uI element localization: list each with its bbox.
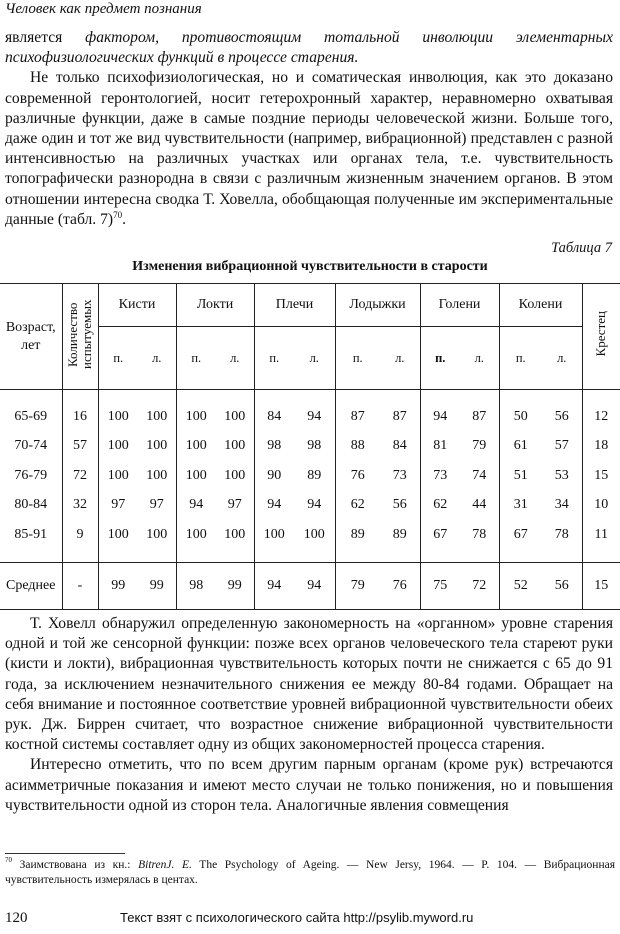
table-cell: 100 — [98, 461, 138, 491]
table-row — [0, 491, 620, 521]
table-cell: 94 — [254, 562, 294, 609]
table-cell: 98 — [176, 562, 216, 609]
table-cell: 51 — [499, 461, 542, 491]
header-shoulders: Плечи — [254, 284, 335, 327]
table-cell: Среднее — [6, 577, 56, 593]
table-cell: 78 — [472, 526, 487, 542]
table-cell: 72 — [472, 577, 487, 593]
table-cell: 62 — [420, 491, 460, 521]
table-cell: 100 — [303, 526, 325, 542]
table-cell: 100 — [224, 526, 246, 542]
footnote-divider — [5, 853, 125, 854]
table-cell: 72 — [62, 461, 98, 491]
table-cell: 99 — [149, 577, 164, 593]
table-cell: 67 — [499, 520, 542, 550]
sub-right: п. — [254, 327, 294, 390]
header-elbows: Локти — [176, 284, 254, 327]
table-cell: 78 — [554, 526, 569, 542]
table-cell: 100 — [224, 408, 246, 424]
header-sacrum: Крестец — [582, 284, 620, 390]
table-cell: 50 — [499, 402, 542, 432]
table-cell — [542, 550, 582, 563]
table-cell: 100 — [176, 432, 216, 462]
sub-left: л. — [474, 350, 484, 365]
table-cell: 9 — [62, 520, 98, 550]
table-cell — [499, 550, 542, 563]
table-cell: 100 — [98, 402, 138, 432]
table-cell: 100 — [176, 520, 216, 550]
table-cell: 89 — [335, 520, 380, 550]
table-cell: 56 — [392, 497, 407, 513]
table-cell: 44 — [472, 497, 487, 513]
body-text — [5, 28, 613, 230]
table-average-row — [0, 562, 620, 609]
table-cell: 87 — [472, 408, 487, 424]
table-cell: 84 — [392, 438, 407, 454]
table-cell — [335, 390, 380, 403]
table-cell — [420, 390, 460, 403]
table-cell: 61 — [499, 432, 542, 462]
table-cell: 100 — [176, 461, 216, 491]
table-cell: 34 — [554, 497, 569, 513]
table-label: Таблица 7 — [551, 240, 612, 256]
table-cell: 73 — [420, 461, 460, 491]
table-cell — [62, 390, 98, 403]
sub-left: л. — [230, 350, 240, 365]
table-cell: 100 — [176, 402, 216, 432]
footnote-ref: 70 — [113, 209, 123, 220]
table-cell — [254, 550, 294, 563]
table-cell: 79 — [472, 438, 487, 454]
table-cell: 73 — [392, 467, 407, 483]
table-cell: 80-84 — [14, 497, 48, 513]
sub-left: л. — [309, 350, 319, 365]
table-cell: 87 — [392, 408, 407, 424]
table-cell — [216, 550, 254, 563]
table-row — [0, 520, 620, 550]
table-cell: 98 — [254, 432, 294, 462]
table-cell: 94 — [307, 497, 322, 513]
table-cell: 67 — [420, 520, 460, 550]
table-cell: 100 — [146, 467, 168, 483]
table-cell — [582, 550, 620, 563]
header-hands: Кисти — [98, 284, 176, 327]
table-cell: 57 — [554, 438, 569, 454]
table-cell: 56 — [554, 577, 569, 593]
table-cell: 94 — [420, 402, 460, 432]
table-cell — [0, 550, 62, 563]
header-shins: Голени — [420, 284, 499, 327]
table-cell: 32 — [62, 491, 98, 521]
table-cell: 84 — [254, 402, 294, 432]
sub-right: п. — [176, 327, 216, 390]
table-cell: 99 — [227, 577, 242, 593]
table-cell: 53 — [554, 467, 569, 483]
sub-right: п. — [499, 327, 542, 390]
table-cell: 57 — [62, 432, 98, 462]
sub-left: л. — [557, 350, 567, 365]
table-cell: 100 — [254, 520, 294, 550]
table-cell: 97 — [149, 497, 164, 513]
table-cell: 10 — [582, 491, 620, 521]
table-cell: 89 — [307, 467, 322, 483]
table-cell: 87 — [335, 402, 380, 432]
table-cell: 90 — [254, 461, 294, 491]
table-cell: 79 — [335, 562, 380, 609]
table-cell: 56 — [554, 408, 569, 424]
table-row — [0, 402, 620, 432]
paragraph-howell: Т. Ховелл обнаружил определенную закономерность на «органном» уровне старения одной и той же сенсорной функции: позже всех органов человеческого тела стареют руки (кисти и локти), вибрационная чувствительность которых почти не снижается с 65 до 91 года, за исключением незначительного снижения ее между 80-84 годами. Обращает на себя внимание и постоянное соответствие уровней вибрационной чувствительности обеих рук. Дж. Биррен считает, что возрастное снижение вибрационной чувствительности костной системы составляет одну из общих закономерностей процесса старения. — [5, 615, 613, 754]
table-cell: 97 — [98, 491, 138, 521]
table-cell — [582, 390, 620, 403]
table-row — [0, 461, 620, 491]
header-ankles: Лодыжки — [335, 284, 420, 327]
table-cell: 100 — [146, 408, 168, 424]
vibration-table — [0, 283, 620, 610]
paragraph-asymmetry: Интересно отметить, что по всем другим парным органам (кроме рук) встречаются асимметричные показания и имеют место случаи не только понижения, но и повышения чувствительности одной из сторон тела. Аналогичные явления совмещения — [5, 756, 613, 814]
table-cell: 81 — [420, 432, 460, 462]
table-cell: 62 — [335, 491, 380, 521]
table-cell — [460, 390, 499, 403]
table-cell: 65-69 — [14, 408, 48, 424]
table-cell: 100 — [146, 526, 168, 542]
sub-right: п. — [335, 327, 380, 390]
table-cell — [380, 550, 420, 563]
table-cell — [176, 550, 216, 563]
table-cell — [460, 550, 499, 563]
table-cell: 100 — [224, 467, 246, 483]
table-cell — [62, 550, 98, 563]
sub-left: л. — [395, 350, 405, 365]
table-cell: 76-79 — [14, 467, 48, 483]
table-cell: 12 — [582, 402, 620, 432]
table-cell: 100 — [224, 438, 246, 454]
table-cell — [294, 550, 335, 563]
table-cell: 98 — [307, 438, 322, 454]
table-cell — [542, 390, 582, 403]
table-cell — [420, 550, 460, 563]
table-cell: 97 — [227, 497, 242, 513]
table-cell: 15 — [582, 461, 620, 491]
table-cell: 94 — [307, 577, 322, 593]
sub-right: п. — [98, 327, 138, 390]
table-cell — [98, 550, 138, 563]
sub-right: п. — [420, 327, 460, 390]
table-cell: 99 — [98, 562, 138, 609]
table-cell: 94 — [176, 491, 216, 521]
table-cell: 89 — [392, 526, 407, 542]
header-knees: Колени — [499, 284, 582, 327]
table-cell: 52 — [499, 562, 542, 609]
table-cell — [176, 390, 216, 403]
header-age: Возраст, лет — [5, 319, 56, 353]
table-cell: 100 — [98, 520, 138, 550]
table-cell — [138, 390, 176, 403]
table-cell — [499, 390, 542, 403]
table-cell — [216, 390, 254, 403]
table-cell: 85-91 — [14, 526, 48, 542]
table-title: Изменения вибрационной чувствительности в старости — [132, 259, 488, 274]
table-cell: 18 — [582, 432, 620, 462]
page-number: 120 — [5, 910, 28, 926]
table-cell: 16 — [62, 402, 98, 432]
table-cell: 94 — [307, 408, 322, 424]
table-cell — [138, 550, 176, 563]
header-count: Количество испытуемых — [62, 284, 98, 390]
table-cell: 31 — [499, 491, 542, 521]
sub-left: л. — [152, 350, 162, 365]
footnote: $^{70}$ Заимствована из кн.: BitrenJ. E. The Psychology of Ageing. — New Jersy, 1964. — P. 104. — Вибрационная чувствительность измерялась в центах. — [5, 856, 616, 886]
body-text-after-table — [5, 614, 613, 816]
table-cell: 75 — [420, 562, 460, 609]
table-cell: 76 — [392, 577, 407, 593]
paragraph-gerontology: Не только психофизиологическая, но и соматическая инволюция, как это доказано современной геронтологией, носит гетерохронный характер, неравномерно охватывая различные функции, даже в самые поздние периоды человеческой жизни. Больше того, даже один и тот же вид чувствительности (например, вибрационной) представлен с разной интенсивностью на различных участках или органах тела, т.е. чувствительность топографически разнородна в связи с различным жизненным значением органов. В этом отношении интересна сводка Т. Ховелла, обобщающая полученные им экспериментальные данные (табл. 7)$^{70}$. — [5, 69, 613, 228]
table-cell: 15 — [582, 562, 620, 609]
table-cell — [335, 550, 380, 563]
paragraph-continuation: является фактором, противостоящим тотальной инволюции элементарных психофизиологических функций в процессе старения. — [5, 29, 613, 67]
table-cell — [98, 390, 138, 403]
running-head: Человек как предмет познания — [5, 1, 202, 17]
table-cell — [294, 390, 335, 403]
table-cell: 100 — [98, 432, 138, 462]
table-cell: 76 — [335, 461, 380, 491]
source-line: Текст взят с психологического сайта http://psylib.myword.ru — [120, 910, 474, 925]
table-cell: 100 — [146, 438, 168, 454]
table-cell: 70-74 — [14, 438, 48, 454]
table-cell: - — [62, 562, 98, 609]
table-cell: 94 — [254, 491, 294, 521]
table-cell — [254, 390, 294, 403]
table-cell — [380, 390, 420, 403]
table-cell: 88 — [335, 432, 380, 462]
table-row — [0, 432, 620, 462]
table-cell: 74 — [472, 467, 487, 483]
table-cell: 11 — [582, 520, 620, 550]
table-cell — [0, 390, 62, 403]
